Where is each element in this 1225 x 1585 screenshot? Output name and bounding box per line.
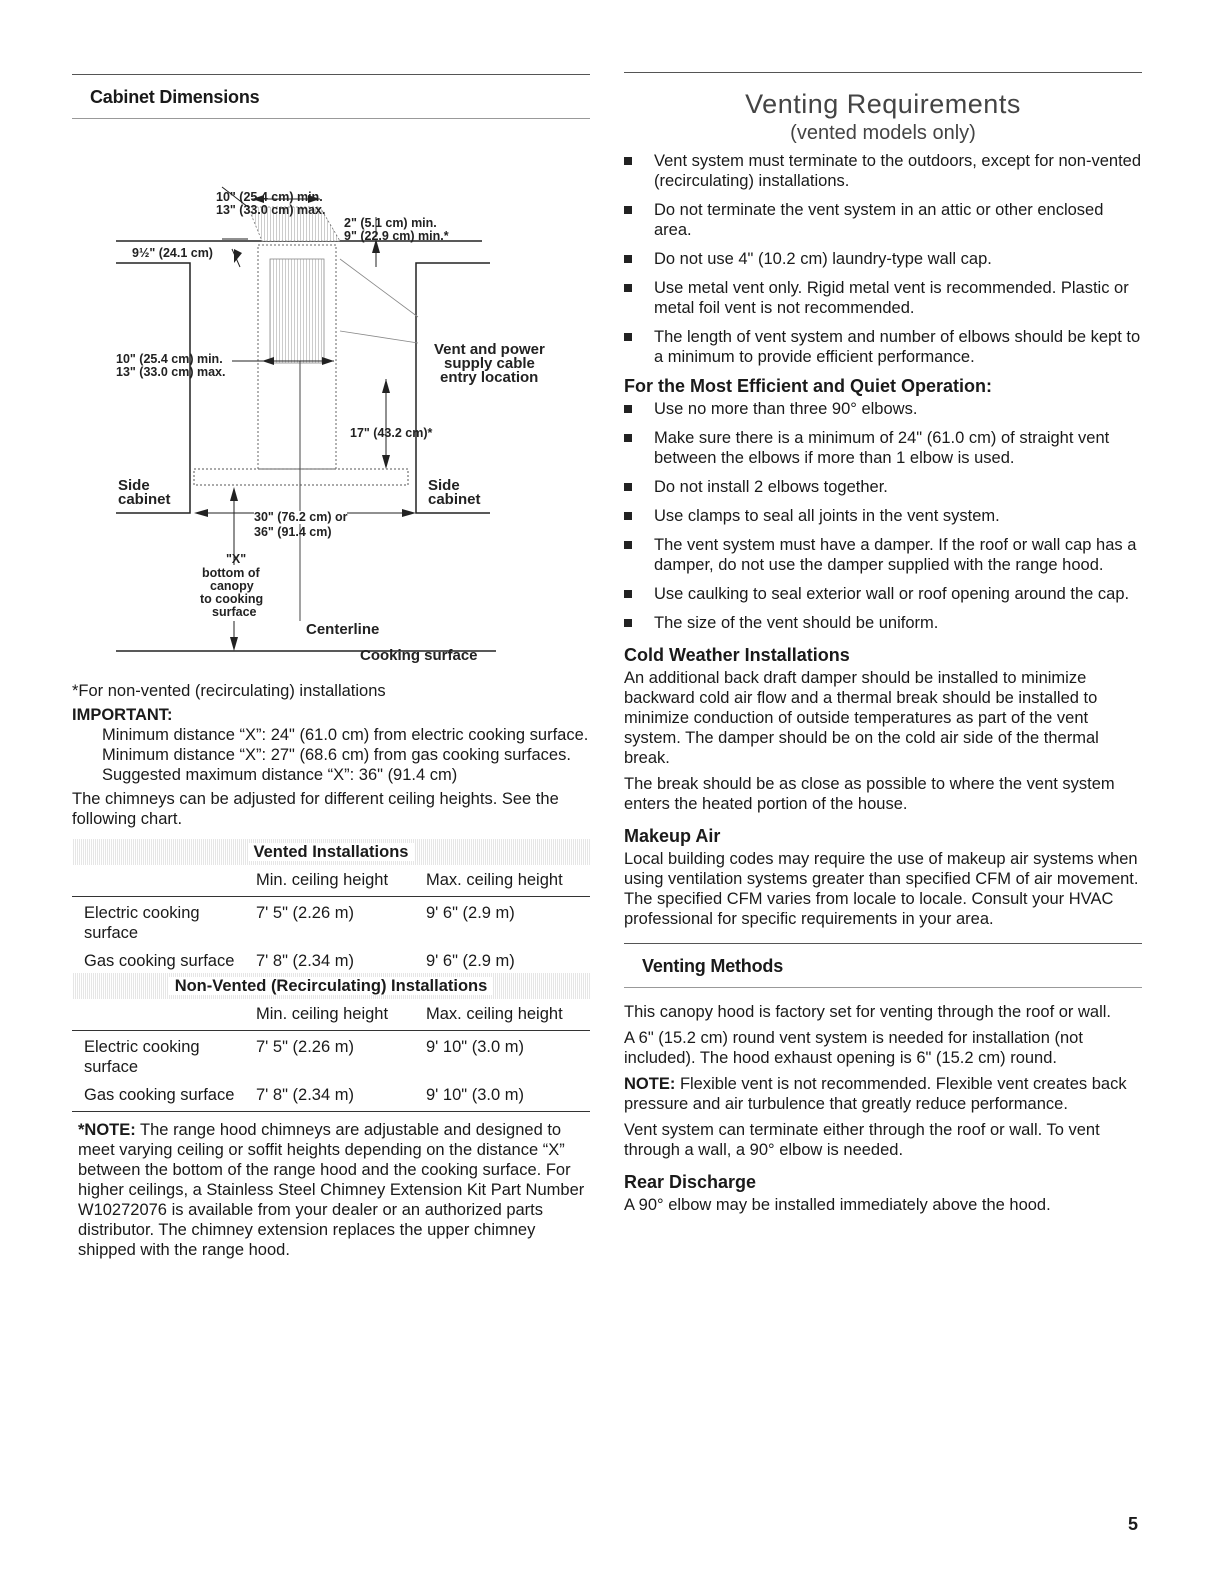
important-label: IMPORTANT: (72, 706, 173, 724)
label-x-surface: surface (212, 605, 257, 619)
diagram-drawing (72, 121, 590, 677)
header-max-ceiling: Max. ceiling height (426, 1005, 563, 1023)
label-side-left-2: cabinet (118, 491, 171, 508)
venting-requirements-subtitle: (vented models only) (790, 122, 976, 144)
venting-requirements-title: Venting Requirements (745, 89, 1021, 119)
label-vent-line3: entry location (440, 369, 539, 386)
non-vented-table-title: Non-Vented (Recirculating) Installations (72, 973, 590, 999)
chimney-note (72, 1120, 590, 1260)
label-36in: 36" (91.4 cm) (254, 525, 332, 539)
methods-paragraph-2: A 6" (15.2 cm) round vent system is needed for installation (not included). The hood exhaust opening is 6" (15.2 cm) round. (624, 1029, 1083, 1067)
label-vent-line2: supply cable (444, 355, 535, 372)
methods-paragraph-1: This canopy hood is factory set for venting through the roof or wall. (624, 1003, 1112, 1021)
table-row: Gas cooking surface 7' 8" (2.34 m) 9' 6" (2.9 m) (84, 952, 515, 970)
left-column (72, 74, 590, 1260)
list-item: The length of vent system and number of elbows should be kept to a minimum to provide efficient performance. (624, 327, 1142, 367)
label-top-min: 10" (25.4 cm) min. (216, 190, 323, 204)
header-min-ceiling: Min. ceiling height (256, 1005, 389, 1023)
makeup-air-heading: Makeup Air (624, 826, 721, 846)
list-item: Use no more than three 90° elbows. (624, 399, 1142, 419)
rear-discharge-paragraph: A 90° elbow may be installed immediately above the hood. (624, 1196, 1051, 1214)
cold-weather-paragraph-2: The break should be as close as possible to where the vent system enters the heated portion of the house. (624, 775, 1115, 813)
vented-installations-table (72, 839, 590, 971)
venting-methods-heading: Venting Methods (642, 956, 784, 976)
label-x-canopy: canopy (210, 579, 254, 593)
list-item: Do not use 4" (10.2 cm) laundry-type wall cap. (624, 249, 1142, 269)
label-top-max: 13" (33.0 cm) max. (216, 203, 326, 217)
list-item: Use clamps to seal all joints in the vent system. (624, 506, 1142, 526)
list-item: The vent system must have a damper. If the roof or wall cap has a damper, do not use the damper supplied with the range hood. (624, 535, 1142, 575)
non-vented-installations-table (72, 973, 590, 1112)
note-label: *NOTE: (78, 1121, 136, 1139)
venting-bullets (624, 151, 1142, 367)
efficient-bullets (624, 399, 1142, 633)
label-x-bottom-of: bottom of (202, 566, 260, 580)
important-line-1: Minimum distance “X”: 24" (61.0 cm) from electric cooking surface. (102, 726, 589, 744)
label-side-left-1: Side (118, 477, 150, 494)
vented-table-title: Vented Installations (72, 839, 590, 865)
chimney-text: The chimneys can be adjusted for different ceiling heights. See the following chart. (72, 790, 559, 828)
methods-note-label: NOTE: (624, 1075, 676, 1093)
methods-heading-rule (624, 987, 1142, 988)
list-item: Do not terminate the vent system in an attic or other enclosed area. (624, 200, 1142, 240)
cold-weather-paragraph-1: An additional back draft damper should be installed to minimize backward cold air flow and a thermal break should be installed to minimize conduction of outside temperatures as part of the vent system. The damper should be on the cold air side of the thermal break. (624, 669, 1099, 767)
header-max-ceiling: Max. ceiling height (426, 871, 563, 889)
label-side-right-2: cabinet (428, 491, 481, 508)
list-item: The size of the vent should be uniform. (624, 613, 1142, 633)
important-line-3: Suggested maximum distance “X”: 36" (91.4 cm) (102, 766, 458, 784)
cabinet-dimensions-heading: Cabinet Dimensions (90, 87, 260, 107)
label-2in: 2" (5.1 cm) min. (344, 216, 437, 230)
header-min-ceiling: Min. ceiling height (256, 871, 389, 889)
label-17in: 17" (43.2 cm)* (350, 426, 433, 440)
page-number: 5 (1128, 1514, 1139, 1534)
cabinet-dimensions-diagram (72, 121, 590, 677)
list-item: Vent system must terminate to the outdoors, except for non-vented (recirculating) installations. (624, 151, 1142, 191)
heading-rule (72, 118, 590, 119)
table-row: Electric cooking surface 7' 5" (2.26 m) 9' 6" (2.9 m) (84, 904, 515, 942)
methods-paragraph-3: Vent system can terminate either through the roof or wall. To vent through a wall, a 90° elbow is needed. (624, 1121, 1100, 1159)
label-x: "X" (226, 552, 247, 566)
important-line-2: Minimum distance “X”: 27" (68.6 cm) from gas cooking surfaces. (102, 746, 571, 764)
label-cooking-surface: Cooking surface (360, 647, 478, 664)
top-rule-right (624, 72, 1142, 73)
list-item: Use caulking to seal exterior wall or roof opening around the cap. (624, 584, 1142, 604)
table-row: Electric cooking surface 7' 5" (2.26 m) 9' 10" (3.0 m) (84, 1038, 524, 1076)
label-30in: 30" (76.2 cm) or (254, 510, 348, 524)
cold-weather-heading: Cold Weather Installations (624, 645, 850, 665)
makeup-air-paragraph: Local building codes may require the use of makeup air systems when using ventilation systems greater than specified CFM of air movement. The specified CFM varies from locale to locale. Consult your HVAC professional for specific requirements in your area. (624, 850, 1139, 928)
list-item: Do not install 2 elbows together. (624, 477, 1142, 497)
methods-note-text: Flexible vent is not recommended. Flexible vent creates back pressure and air turbulence that greatly reduce performance. (624, 1075, 1127, 1113)
list-item: Make sure there is a minimum of 24" (61.0 cm) of straight vent between the elbows if more than 1 elbow is used. (624, 428, 1142, 468)
label-centerline: Centerline (306, 621, 380, 638)
list-item: Use metal vent only. Rigid metal vent is recommended. Plastic or metal foil vent is not recommended. (624, 278, 1142, 318)
label-9in: 9" (22.9 cm) min.* (344, 229, 449, 243)
non-vented-footnote: *For non-vented (recirculating) installations (72, 682, 386, 700)
label-mid-max: 13" (33.0 cm) max. (116, 365, 226, 379)
efficient-operation-heading: For the Most Efficient and Quiet Operation: (624, 376, 993, 396)
non-vented-table-header (72, 999, 590, 1031)
label-mid-min: 10" (25.4 cm) min. (116, 352, 223, 366)
label-vent-line1: Vent and power (434, 341, 545, 358)
rear-discharge-heading: Rear Discharge (624, 1172, 757, 1192)
methods-note (624, 1074, 1142, 1114)
label-9-half: 9½" (24.1 cm) (132, 246, 213, 260)
table-row: Gas cooking surface 7' 8" (2.34 m) 9' 10" (3.0 m) (84, 1086, 524, 1104)
note-text: The range hood chimneys are adjustable and designed to meet varying ceiling or soffit heights depending on the distance “X” between the bottom of the range hood and the cooking surface. For higher ceilings, a Stainless Steel Chimney Extension Kit Part Number W10272076 is available from your dealer or an authorized parts distributor. The chimney extension replaces the upper chimney shipped with the range hood. (78, 1121, 585, 1259)
table-bottom-rule (72, 1111, 590, 1112)
label-side-right-1: Side (428, 477, 460, 494)
label-x-to-cooking: to cooking (200, 592, 264, 606)
vented-table-header (72, 865, 590, 897)
right-column (624, 72, 1142, 1221)
